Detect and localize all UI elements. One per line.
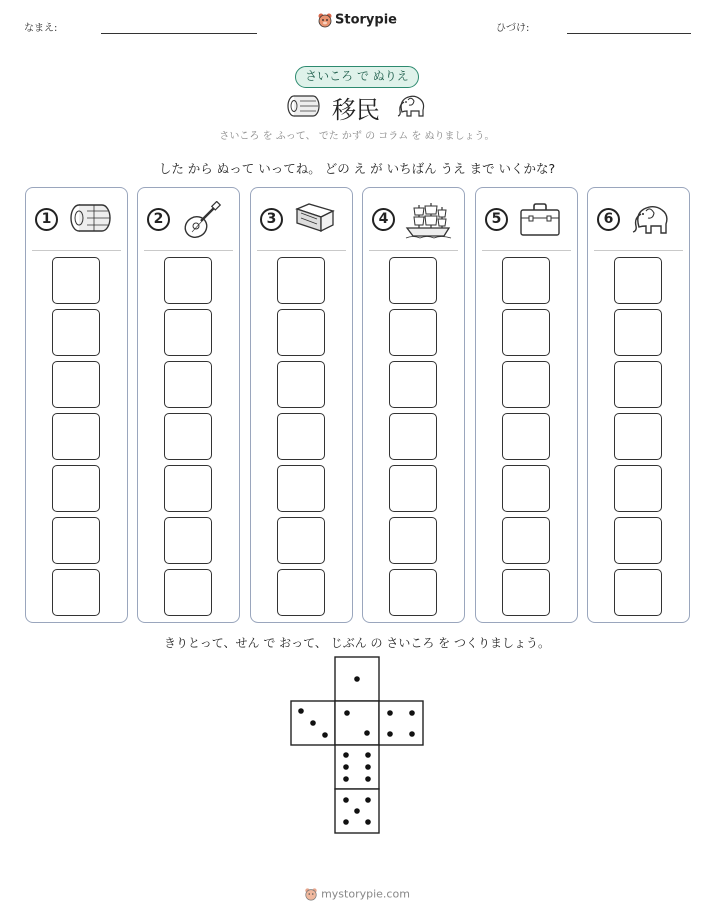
column-number: 1 bbox=[35, 208, 58, 231]
color-cell[interactable] bbox=[614, 517, 662, 564]
color-cell[interactable] bbox=[277, 309, 325, 356]
hay-bale-icon bbox=[68, 201, 112, 235]
color-cell[interactable] bbox=[52, 465, 100, 512]
column-1 bbox=[25, 187, 128, 623]
dice-face-2 bbox=[335, 701, 379, 745]
color-cell[interactable] bbox=[614, 465, 662, 512]
color-cell[interactable] bbox=[502, 309, 550, 356]
column-header bbox=[251, 188, 352, 250]
color-cell[interactable] bbox=[502, 413, 550, 460]
color-cell[interactable] bbox=[502, 517, 550, 564]
color-cell[interactable] bbox=[389, 361, 437, 408]
column-4 bbox=[362, 187, 465, 623]
column-divider bbox=[144, 250, 233, 251]
color-cell[interactable] bbox=[614, 413, 662, 460]
color-cell[interactable] bbox=[52, 517, 100, 564]
color-cell[interactable] bbox=[502, 569, 550, 616]
date-line[interactable] bbox=[567, 33, 691, 34]
bear-logo-icon bbox=[317, 12, 333, 28]
color-cell[interactable] bbox=[164, 309, 212, 356]
color-cell[interactable] bbox=[389, 413, 437, 460]
column-2 bbox=[137, 187, 240, 623]
cut-instruction: きりとって、せん で おって、 じぶん の さいころ を つくりましょう。 bbox=[164, 636, 550, 650]
column-3 bbox=[250, 187, 353, 623]
color-cell[interactable] bbox=[614, 361, 662, 408]
color-cell[interactable] bbox=[277, 517, 325, 564]
column-divider bbox=[482, 250, 571, 251]
activity-badge: さいころ で ぬりえ bbox=[295, 66, 419, 88]
date-label: ひづけ: bbox=[496, 23, 530, 34]
color-cell[interactable] bbox=[502, 257, 550, 304]
color-cell[interactable] bbox=[164, 569, 212, 616]
color-cell[interactable] bbox=[614, 257, 662, 304]
color-cell[interactable] bbox=[164, 413, 212, 460]
footer-url[interactable]: mystorypie.com bbox=[321, 887, 410, 901]
footer bbox=[0, 887, 714, 901]
color-cell[interactable] bbox=[164, 517, 212, 564]
column-6 bbox=[587, 187, 690, 623]
color-cell[interactable] bbox=[52, 413, 100, 460]
color-cell[interactable] bbox=[52, 309, 100, 356]
color-cell[interactable] bbox=[277, 361, 325, 408]
color-cell[interactable] bbox=[277, 257, 325, 304]
color-cell[interactable] bbox=[502, 361, 550, 408]
column-header bbox=[363, 188, 464, 250]
color-cell[interactable] bbox=[164, 257, 212, 304]
bear-logo-icon bbox=[304, 887, 318, 901]
color-cell[interactable] bbox=[389, 517, 437, 564]
color-cell[interactable] bbox=[614, 309, 662, 356]
column-header bbox=[588, 188, 689, 250]
column-header bbox=[138, 188, 239, 250]
color-cell[interactable] bbox=[52, 569, 100, 616]
color-cell[interactable] bbox=[52, 361, 100, 408]
dice-face-6 bbox=[335, 745, 379, 789]
column-divider bbox=[594, 250, 683, 251]
column-number: 5 bbox=[485, 208, 508, 231]
color-cell[interactable] bbox=[277, 569, 325, 616]
column-divider bbox=[32, 250, 121, 251]
color-cell[interactable] bbox=[614, 569, 662, 616]
sailing-ship-icon bbox=[405, 201, 453, 239]
mandolin-icon bbox=[180, 201, 224, 239]
name-label: なまえ: bbox=[24, 23, 58, 34]
color-cell[interactable] bbox=[164, 361, 212, 408]
elephant-icon bbox=[630, 201, 674, 237]
color-cell[interactable] bbox=[389, 569, 437, 616]
color-cell[interactable] bbox=[164, 465, 212, 512]
color-cell[interactable] bbox=[389, 465, 437, 512]
color-cell[interactable] bbox=[389, 309, 437, 356]
brand-name: Storypie bbox=[335, 12, 397, 28]
hay-bale-icon bbox=[286, 93, 320, 119]
column-divider bbox=[369, 250, 458, 251]
column-number: 4 bbox=[372, 208, 395, 231]
brand-logo bbox=[0, 12, 714, 28]
page-title: 移民 bbox=[332, 96, 380, 124]
column-divider bbox=[257, 250, 346, 251]
color-cell[interactable] bbox=[277, 465, 325, 512]
instruction-text: した から ぬって いってね。 どの え が いちばん うえ まで いくかな? bbox=[158, 161, 556, 176]
elephant-icon bbox=[396, 92, 428, 120]
color-cell[interactable] bbox=[389, 257, 437, 304]
column-header bbox=[26, 188, 127, 250]
column-5 bbox=[475, 187, 578, 623]
column-number: 6 bbox=[597, 208, 620, 231]
column-header bbox=[476, 188, 577, 250]
name-line[interactable] bbox=[101, 33, 257, 34]
color-cell[interactable] bbox=[277, 413, 325, 460]
dice-net bbox=[290, 656, 426, 836]
column-number: 3 bbox=[260, 208, 283, 231]
column-number: 2 bbox=[147, 208, 170, 231]
subtitle: さいころ を ふって、 でた かず の コラム を ぬりましょう。 bbox=[219, 131, 495, 142]
book-icon bbox=[293, 201, 337, 235]
title-row bbox=[0, 88, 714, 124]
dice-face-4 bbox=[379, 701, 423, 745]
color-cell[interactable] bbox=[502, 465, 550, 512]
color-cell[interactable] bbox=[52, 257, 100, 304]
suitcase-icon bbox=[518, 201, 562, 237]
